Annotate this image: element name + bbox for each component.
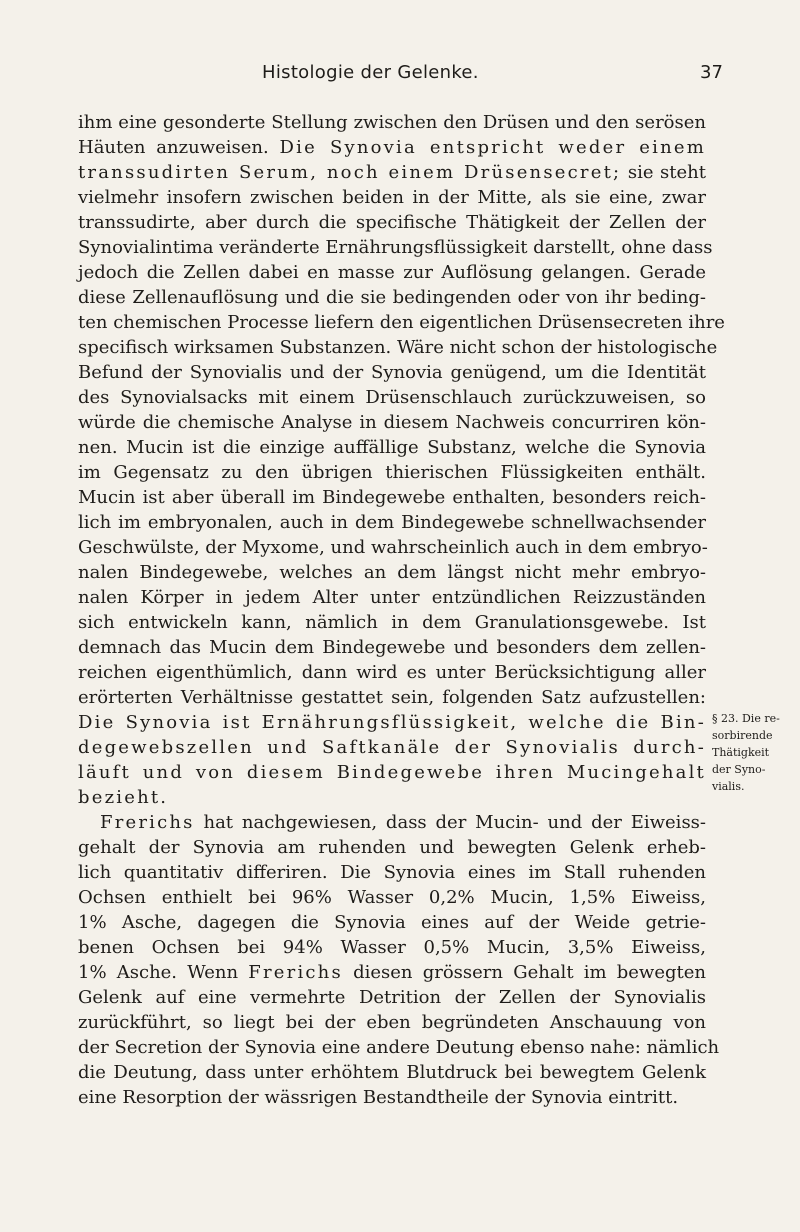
text-line (78, 985, 706, 1010)
text-line (78, 910, 706, 935)
text-segment: 1% Asche, dagegen die Synovia eines auf der Weide getrie- (78, 912, 706, 933)
text-line (78, 235, 713, 260)
text-segment: im Gegensatz zu den übrigen thierischen Flüssigkeiten enthält. (78, 462, 706, 483)
text-line (78, 335, 718, 360)
text-segment: nalen Körper in jedem Alter unter entzündlichen Reizzuständen (78, 587, 706, 608)
text-line (78, 810, 706, 835)
text-segment: jedoch die Zellen dabei en masse zur Auflösung gelangen. Gerade (78, 262, 706, 283)
spaced-emphasis: bezieht. (78, 787, 169, 808)
text-segment: erörterten Verhältnisse gestattet sein, folgenden Satz aufzustellen: (78, 687, 706, 708)
text-line (78, 210, 706, 235)
text-line (78, 510, 706, 535)
page-number: 37 (700, 62, 723, 83)
text-segment: zurückführt, so liegt bei der eben begründeten Anschauung von (78, 1012, 706, 1033)
running-title: Histologie der Gelenke. (262, 62, 479, 83)
margin-note-line: sorbirende (712, 729, 773, 742)
text-line (78, 135, 706, 160)
text-line (78, 685, 706, 710)
text-segment: Gelenk auf eine vermehrte Detrition der Zellen der Synovialis (78, 987, 706, 1008)
text-line (78, 185, 706, 210)
text-line (78, 960, 706, 985)
text-segment: Geschwülste, der Myxome, und wahrscheinlich auch in dem embryo- (78, 537, 708, 558)
text-line (78, 585, 706, 610)
body-text (78, 110, 725, 1110)
text-segment: Befund der Synovialis und der Synovia genügend, um die Identität (78, 362, 706, 383)
text-line (78, 385, 706, 410)
text-line (78, 935, 706, 960)
text-line (78, 410, 706, 435)
text-line (78, 1085, 706, 1110)
text-segment: sich entwickeln kann, nämlich in dem Granulationsgewebe. Ist (78, 612, 706, 633)
text-segment: die Deutung, dass unter erhöhtem Blutdruck bei bewegtem Gelenk (78, 1062, 706, 1083)
text-segment: gehalt der Synovia am ruhenden und bewegten Gelenk erheb- (78, 837, 706, 858)
text-line (78, 635, 706, 660)
text-segment: Mucin ist aber überall im Bindegewebe enthalten, besonders reich- (78, 487, 706, 508)
margin-note-line: § 23. Die re- (712, 712, 780, 725)
text-segment: würde die chemische Analyse in diesem Nachweis concurriren kön- (78, 412, 706, 433)
text-segment: reichen eigenthümlich, dann wird es unter Berücksichtigung aller (78, 662, 706, 683)
text-line (78, 785, 706, 810)
text-line (78, 160, 706, 185)
text-line (78, 610, 706, 635)
text-line (78, 435, 706, 460)
text-segment: vielmehr insofern zwischen beiden in der Mitte, als sie eine, zwar (78, 187, 706, 208)
text-line (78, 860, 706, 885)
spaced-emphasis: degewebszellen und Saftkanäle der Synovialis durch- (78, 737, 706, 758)
text-segment: Ochsen enthielt bei 96% Wasser 0,2% Mucin, 1,5% Eiweiss, (78, 887, 706, 908)
text-line (78, 760, 706, 785)
text-segment: eine Resorption der wässrigen Bestandtheile der Synovia eintritt. (78, 1087, 679, 1108)
text-segment: Häuten anzuweisen. (78, 137, 280, 158)
text-line (78, 1010, 706, 1035)
text-segment: lich quantitativ differiren. Die Synovia eines im Stall ruhenden (78, 862, 706, 883)
margin-note-section-23 (712, 710, 794, 795)
text-line (78, 310, 725, 335)
text-segment: 1% Asche. Wenn (78, 962, 249, 983)
text-segment: nen. Mucin ist die einzige auffällige Substanz, welche die Synovia (78, 437, 706, 458)
text-segment: Synovialintima veränderte Ernährungsflüssigkeit darstellt, ohne dass (78, 237, 713, 258)
text-line (78, 1060, 706, 1085)
text-line (78, 735, 706, 760)
spaced-emphasis: Frerichs (100, 812, 195, 833)
text-line (78, 360, 706, 385)
spaced-emphasis: Die Synovia entspricht weder einem (279, 137, 706, 158)
margin-note-line: vialis. (712, 780, 745, 793)
spaced-emphasis: Frerichs (248, 962, 343, 983)
text-segment: demnach das Mucin dem Bindegewebe und besonders dem zellen- (78, 637, 706, 658)
text-line (78, 835, 706, 860)
text-line (78, 560, 706, 585)
text-line (78, 885, 706, 910)
text-line (78, 285, 706, 310)
text-line (78, 1035, 720, 1060)
spaced-emphasis: transsudirten Serum, noch einem Drüsensecret; (78, 162, 622, 183)
text-line (78, 260, 706, 285)
text-segment: transsudirte, aber durch die specifische Thätigkeit der Zellen der (78, 212, 706, 233)
text-line (78, 710, 706, 735)
text-line (78, 485, 706, 510)
text-segment: diese Zellenauflösung und die sie bedingenden oder von ihr beding- (78, 287, 706, 308)
text-segment: hat nachgewiesen, dass der Mucin- und der Eiweiss- (194, 812, 706, 833)
margin-note-line: der Syno- (712, 763, 766, 776)
text-segment: des Synovialsacks mit einem Drüsenschlauch zurückzuweisen, so (78, 387, 706, 408)
text-segment: benen Ochsen bei 94% Wasser 0,5% Mucin, 3,5% Eiweiss, (78, 937, 706, 958)
text-segment: sie steht (621, 162, 706, 183)
text-segment: lich im embryonalen, auch in dem Bindegewebe schnellwachsender (78, 512, 706, 533)
page-header (0, 62, 800, 88)
text-line (78, 110, 706, 135)
text-segment: der Secretion der Synovia eine andere Deutung ebenso nahe: nämlich (78, 1037, 720, 1058)
text-segment: specifisch wirksamen Substanzen. Wäre nicht schon der histologische (78, 337, 718, 358)
spaced-emphasis: läuft und von diesem Bindegewebe ihren Mucingehalt (78, 762, 706, 783)
text-segment: ihm eine gesonderte Stellung zwischen den Drüsen und den serösen (78, 112, 706, 133)
text-segment: diesen grössern Gehalt im bewegten (342, 962, 706, 983)
text-line (78, 660, 706, 685)
text-line (78, 535, 706, 560)
margin-note-line: Thätigkeit (712, 746, 770, 759)
text-segment: nalen Bindegewebe, welches an dem längst nicht mehr embryo- (78, 562, 706, 583)
text-line (78, 460, 706, 485)
spaced-emphasis: Die Synovia ist Ernährungsflüssigkeit, welche die Bin- (78, 712, 706, 733)
text-segment: ten chemischen Processe liefern den eigentlichen Drüsensecreten ihre (78, 312, 725, 333)
